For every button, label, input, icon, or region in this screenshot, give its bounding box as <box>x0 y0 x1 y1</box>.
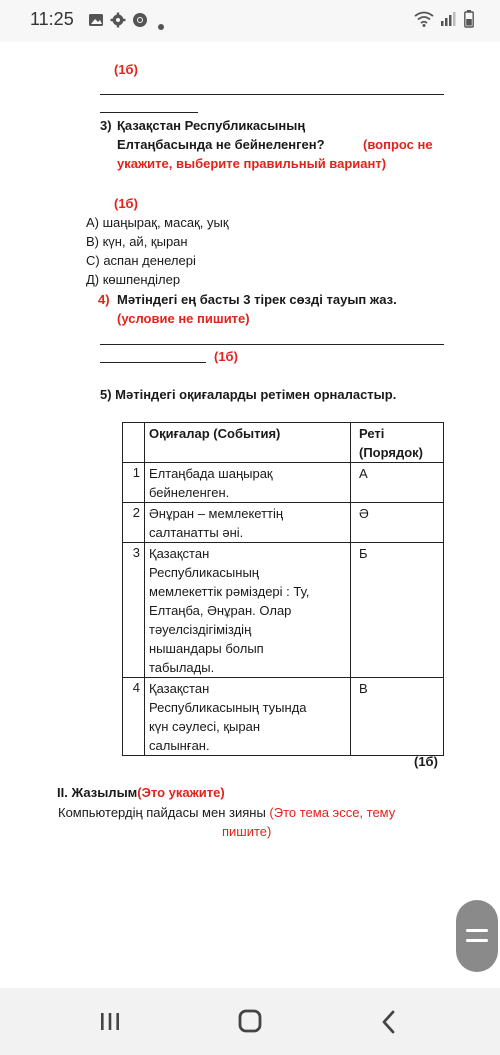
event-line: мемлекеттік рәміздері : Ту, <box>149 584 310 599</box>
q4-points: (1б) <box>214 349 238 364</box>
essay-topic: Компьютердің пайдасы мен зияны <box>58 805 266 820</box>
signal-icon <box>440 11 456 32</box>
essay-note-line2: пишите) <box>222 824 272 839</box>
row-number: 4 <box>123 678 145 756</box>
event-line: Елтаңба, Әнұран. Олар <box>149 603 292 618</box>
q5-title: 5) Мәтіндегі оқиғаларды ретімен орналастыр. <box>100 387 397 402</box>
q5-points: (1б) <box>414 754 438 769</box>
event-line: Елтаңбада шаңырақ <box>149 466 273 481</box>
event-line: Республикасының туында <box>149 700 307 715</box>
row-event <box>145 543 351 678</box>
navigation-bar <box>0 988 500 1055</box>
row-order: В <box>351 678 444 756</box>
scroll-handle[interactable] <box>456 900 498 972</box>
event-line: нышандары болып <box>149 641 264 656</box>
q4-note: (условие не пишите) <box>117 311 250 326</box>
answer-line <box>100 344 444 345</box>
handle-grip <box>466 939 488 942</box>
settings-gear-icon <box>110 12 126 33</box>
event-line: салынған. <box>149 738 210 753</box>
section2-heading <box>57 783 225 802</box>
row-event <box>145 503 351 543</box>
q3-note-line1: (вопрос не <box>363 137 433 152</box>
q2-points: (1б) <box>114 62 138 77</box>
q3-text-line2: Елтаңбасында не бейнеленген? <box>117 137 325 152</box>
table-row <box>123 678 444 756</box>
handle-grip <box>466 929 488 932</box>
header-order-line2: (Порядок) <box>359 445 423 460</box>
event-line: бейнеленген. <box>149 485 230 500</box>
section2-title-note: (Это укажите) <box>137 785 225 800</box>
table-header-event: Оқиғалар (События) <box>145 423 351 463</box>
answer-line <box>100 362 206 363</box>
table-row <box>123 503 444 543</box>
row-number: 2 <box>123 503 145 543</box>
row-number: 1 <box>123 463 145 503</box>
recent-apps-icon[interactable] <box>90 1006 130 1038</box>
q4-number: 4) <box>98 292 110 307</box>
battery-icon <box>464 10 474 33</box>
answer-line <box>100 94 444 95</box>
event-line: күн сәулесі, қыран <box>149 719 261 734</box>
q3-option-d: Д) көшпенділер <box>86 272 181 287</box>
table-header-order <box>351 423 444 463</box>
event-line: Қазақстан <box>149 681 210 696</box>
q3-option-a: А) шаңырақ, масақ, уық <box>86 215 229 230</box>
back-icon[interactable] <box>370 1006 410 1038</box>
worksheet-document <box>0 42 500 982</box>
chrome-icon <box>132 12 148 33</box>
event-line: табылады. <box>149 660 215 675</box>
table-header-row <box>123 423 444 463</box>
home-icon[interactable] <box>230 1006 270 1038</box>
event-line: салтанатты әні. <box>149 525 244 540</box>
q3-points: (1б) <box>114 196 138 211</box>
header-order-line1: Реті <box>359 426 385 441</box>
row-event <box>145 463 351 503</box>
row-order: Ә <box>351 503 444 543</box>
gallery-icon <box>88 12 104 33</box>
q3-number: 3) <box>100 118 112 133</box>
table-row <box>123 543 444 678</box>
answer-line <box>100 112 198 113</box>
clock: 11:25 <box>30 9 74 29</box>
event-line: тәуелсіздігіміздің <box>149 622 252 637</box>
event-line: Қазақстан <box>149 546 210 561</box>
row-number: 3 <box>123 543 145 678</box>
event-line: Әнұран – мемлекеттің <box>149 506 284 521</box>
row-event <box>145 678 351 756</box>
section2-title: II. Жазылым <box>57 785 138 800</box>
notification-dot-icon <box>158 17 164 35</box>
event-line: Республикасының <box>149 565 259 580</box>
q3-option-b: В) күн, ай, қыран <box>86 234 188 249</box>
q3-text-line1: Қазақстан Республикасының <box>117 118 306 133</box>
status-bar <box>0 0 500 42</box>
events-table <box>122 422 444 756</box>
row-order: Б <box>351 543 444 678</box>
q4-text: Мәтіндегі ең басты 3 тірек сөзді тауып жаз. <box>117 292 397 307</box>
table-header-num <box>123 423 145 463</box>
q3-note-line2: укажите, выберите правильный вариант) <box>117 156 387 171</box>
wifi-icon <box>414 11 434 32</box>
essay-topic-line <box>58 803 395 822</box>
q3-option-c: С) аспан денелері <box>86 253 196 268</box>
table-row <box>123 463 444 503</box>
row-order: А <box>351 463 444 503</box>
essay-note-line1: (Это тема эссе, тему <box>269 805 396 820</box>
